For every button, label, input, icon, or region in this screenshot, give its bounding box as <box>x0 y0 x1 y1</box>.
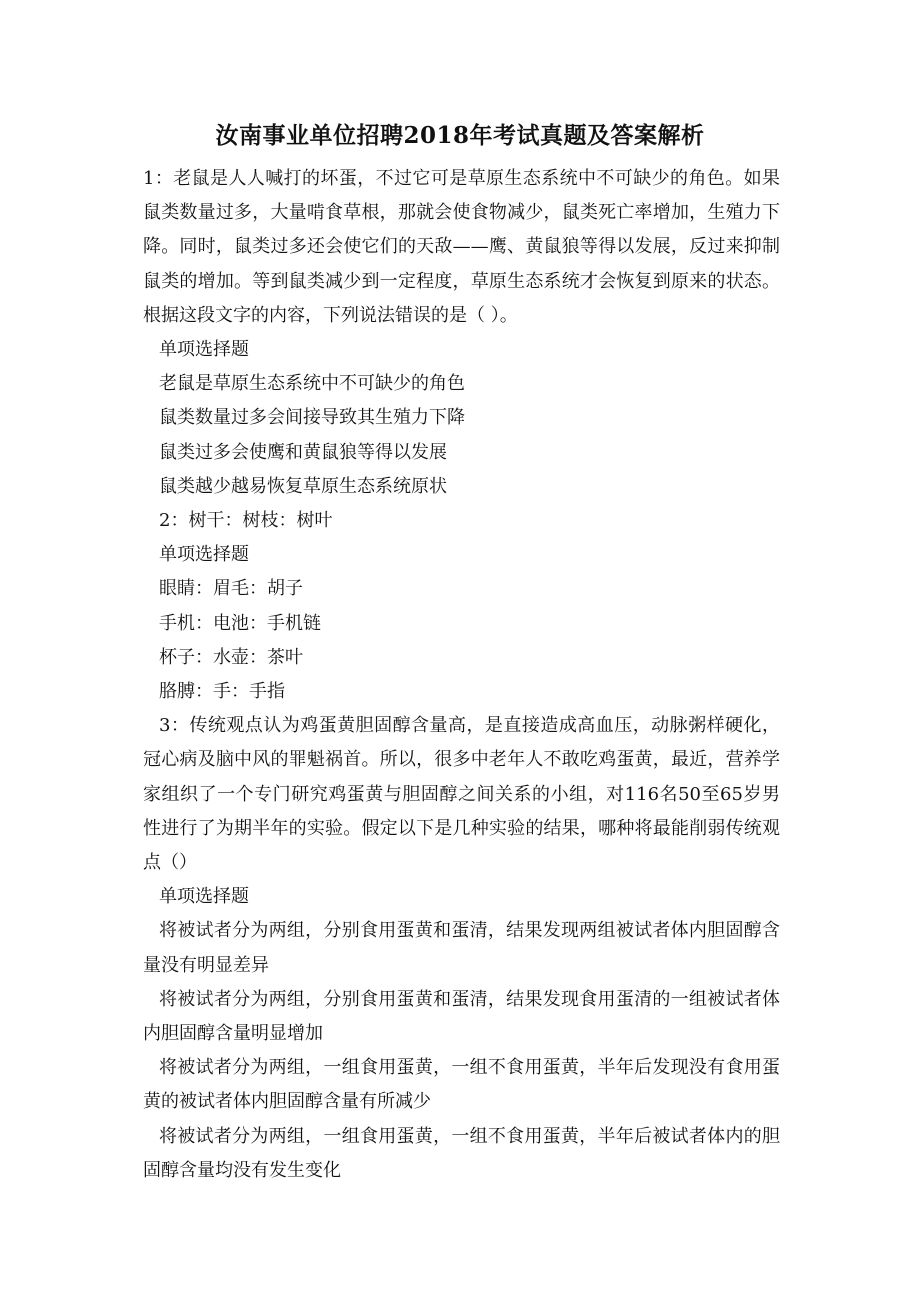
question-1-option-1: 老鼠是草原生态系统中不可缺少的角色 <box>159 373 465 395</box>
question-3-type: 单项选择题 <box>159 886 249 908</box>
question-2-option-4: 胳膊：手：手指 <box>159 681 285 703</box>
question-1-option-3: 鼠类过多会使鹰和黄鼠狼等得以发展 <box>159 441 447 463</box>
question-2-option-2: 手机：电池：手机链 <box>159 612 321 634</box>
question-1-type: 单项选择题 <box>159 339 249 361</box>
question-1-option-4: 鼠类越少越易恢复草原生态系统原状 <box>159 475 447 497</box>
question-2-stem: 2：树干：树枝：树叶 <box>159 510 333 532</box>
question-3-option-3: 将被试者分为两组，一组食用蛋黄，一组不食用蛋黄，半年后发现没有食用蛋黄的被试者体内胆固醇含量有所减少 <box>143 1057 780 1113</box>
question-3-stem: 3：传统观点认为鸡蛋黄胆固醇含量高，是直接造成高血压，动脉粥样硬化，冠心病及脑中风的罪魁祸首。所以，很多中老年人不敢吃鸡蛋黄，最近，营养学家组织了一个专门研究鸡蛋黄与胆固醇之间关系的小组，对116名50至65岁男性进行了为期半年的实验。假定以下是几种实验的结果，哪种将最能削弱传统观点（） <box>143 715 780 874</box>
question-1-option-2: 鼠类数量过多会间接导致其生殖力下降 <box>159 407 465 429</box>
question-2-option-3: 杯子：水壶：茶叶 <box>159 646 303 668</box>
question-2-option-1: 眼睛：眉毛：胡子 <box>159 578 303 600</box>
document-body <box>143 162 780 1188</box>
question-3-option-2: 将被试者分为两组，分别食用蛋黄和蛋清，结果发现食用蛋清的一组被试者体内胆固醇含量明显增加 <box>143 988 780 1045</box>
question-3-option-4: 将被试者分为两组，一组食用蛋黄，一组不食用蛋黄，半年后被试者体内的胆固醇含量均没有发生变化 <box>143 1125 780 1181</box>
question-3-option-1: 将被试者分为两组，分别食用蛋黄和蛋清，结果发现两组被试者体内胆固醇含量没有明显差异 <box>143 920 780 976</box>
question-2-type: 单项选择题 <box>159 544 249 566</box>
question-1-stem: 1：老鼠是人人喊打的坏蛋，不过它可是草原生态系统中不可缺少的角色。如果鼠类数量过多，大量啃食草根，那就会使食物减少，鼠类死亡率增加，生殖力下降。同时，鼠类过多还会使它们的天敌——鹰、黄鼠狼等得以发展，反过来抑制鼠类的增加。等到鼠类减少到一定程度，草原生态系统才会恢复到原来的状态。根据这段文字的内容，下列说法错误的是（ ）。 <box>143 168 780 326</box>
page-title: 汝南事业单位招聘2018年考试真题及答案解析 <box>215 122 705 149</box>
